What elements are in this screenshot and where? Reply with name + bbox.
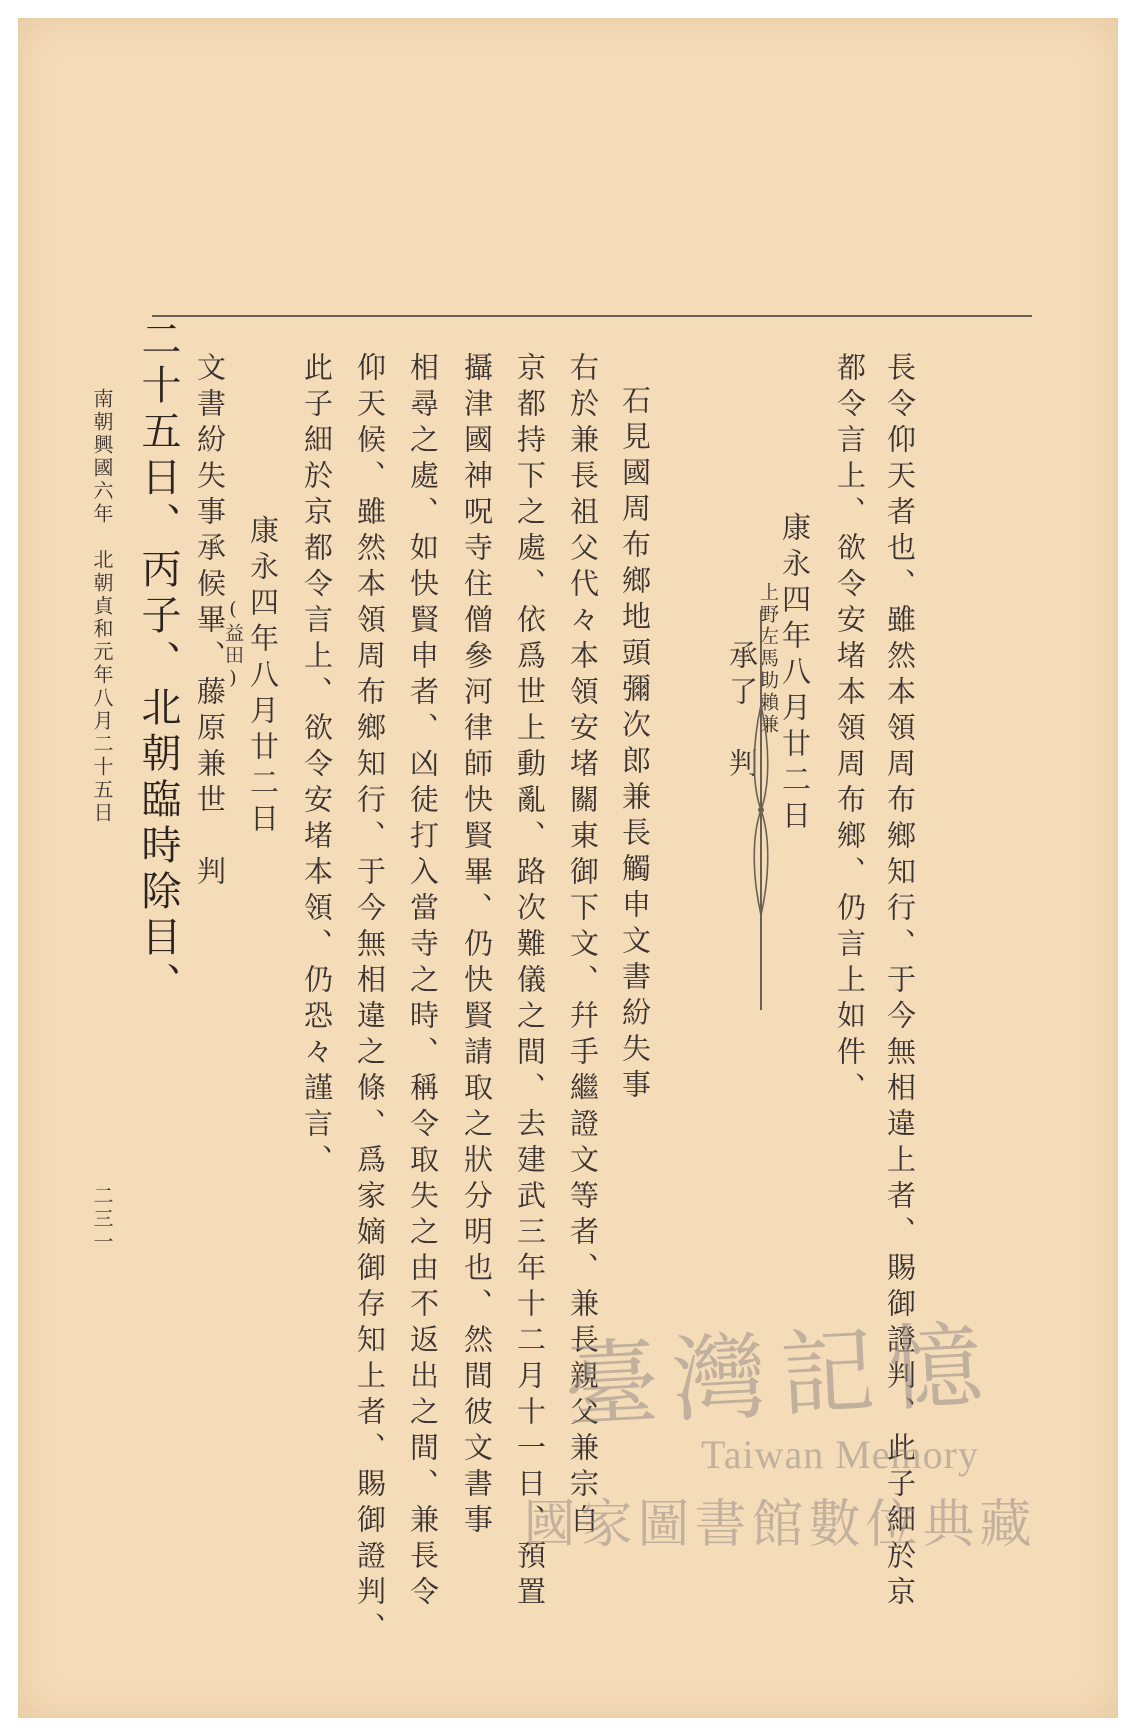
running-head: 南朝興國六年 北朝貞和元年八月二十五日 <box>90 388 114 825</box>
text-column-5: 攝津國神呪寺住僧參河律師快賢畢、仍快賢請取之狀分明也、然間彼文書事 <box>460 352 494 1540</box>
text-column-3: 右於兼長祖父代々本領安堵關東御下文、幷手繼證文等者、兼長親父兼宗自 <box>566 352 600 1540</box>
clan-annotation: (益田) <box>222 598 244 692</box>
document-title: 石見國周布鄉地頭彌次郎兼長觸申文書紛失事 <box>618 385 652 1105</box>
top-horizontal-rule <box>152 315 1032 317</box>
date-line-2: 康永四年八月廿二日 <box>246 515 280 839</box>
library-watermark <box>500 1300 1060 1600</box>
text-column-6: 相尋之處、如快賢申者、凶徒打入當寺之時、稱令取失之由不返出之間、兼長令 <box>406 352 440 1612</box>
page-number: 二三一 <box>90 1185 114 1254</box>
approval-line-1: 承了 判 <box>725 640 759 784</box>
text-column-1: 長令仰天者也、雖然本領周布鄉知行、于今無相違上者、賜御證判、此子細於京 <box>883 352 917 1612</box>
watermark-main: 臺灣記憶 <box>561 1310 1000 1443</box>
text-column-4: 京都持下之處、依爲世上動亂、路次難儀之間、去建武三年十二月十一日、預置 <box>513 352 547 1612</box>
divider-ornament-icon <box>748 705 774 915</box>
watermark-sub: 國家圖書館數位典藏 <box>523 1495 1037 1555</box>
text-column-9: 文書紛失事承候畢、藤原兼世 判 <box>193 352 227 892</box>
text-column-2: 都令言上、欲令安堵本領周布鄉、仍言上如件、 <box>833 352 867 1108</box>
watermark-english: Taiwan Memory <box>701 1432 979 1477</box>
signatory-name-1: 上野左馬助賴兼 <box>757 582 779 736</box>
text-column-8: 此子細於京都令言上、欲令安堵本領、仍恐々謹言、 <box>300 352 334 1180</box>
text-column-7: 仰天候、雖然本領周布鄉知行、于今無相違之條、爲家嫡御存知上者、賜御證判、 <box>353 352 387 1648</box>
date-line-1: 康永四年八月廿二日 <box>778 512 812 836</box>
entry-heading: 二十五日、丙子、北朝臨時除目、 <box>135 318 181 1008</box>
